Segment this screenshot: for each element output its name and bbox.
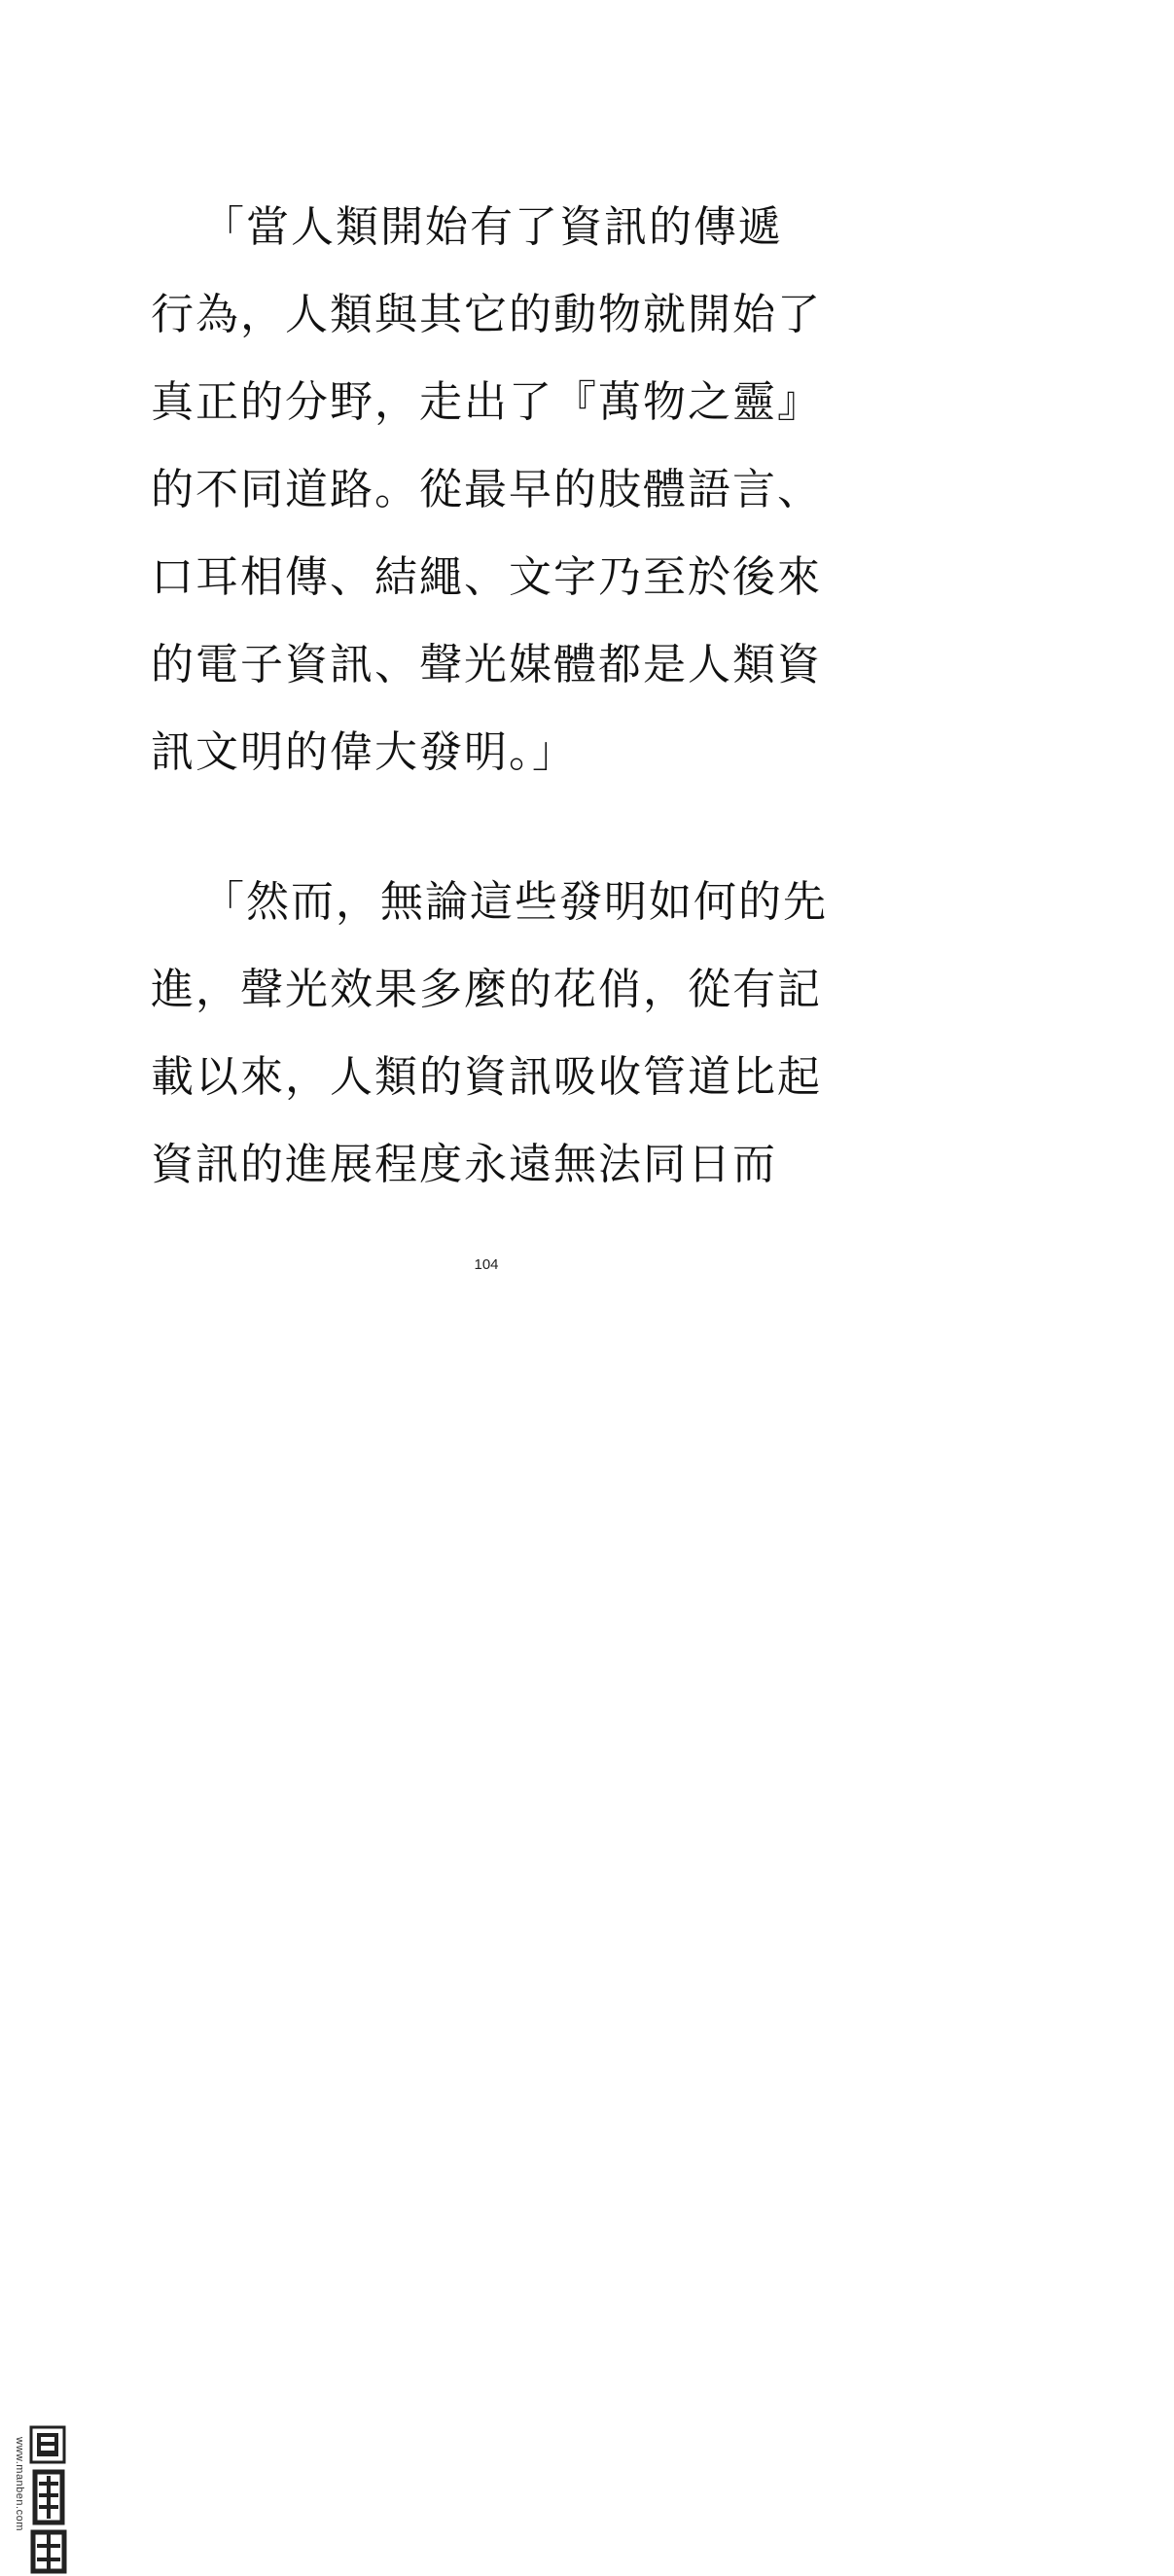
text-line: 真正的分野，走出了『萬物之靈』 [151,377,822,427]
watermark [4,1210,66,2531]
text-line: 「然而，無論這些發明如何的先 [201,877,828,927]
text-line: 「當人類開始有了資訊的傳遞 [201,202,783,252]
watermark-url: www.manben.com [14,2437,25,2531]
text-line: 訊文明的偉大發明。」 [151,727,577,777]
text-line: 進，聲光效果多麼的花俏，從有記 [151,965,822,1014]
text-line: 口耳相傳、結繩、文字乃至於後來 [151,552,822,602]
text-line: 資訊的進展程度永遠無法同日而 [151,1140,777,1189]
page-number: 104 [474,1256,499,1273]
watermark-logo-icon [29,2425,68,2576]
text-line: 行為，人類與其它的動物就開始了 [151,290,822,339]
text-line: 的電子資訊、聲光媒體都是人類資 [151,640,822,689]
text-line: 的不同道路。從最早的肢體語言、 [151,465,822,514]
text-line: 載以來，人類的資訊吸收管道比起 [151,1052,822,1102]
